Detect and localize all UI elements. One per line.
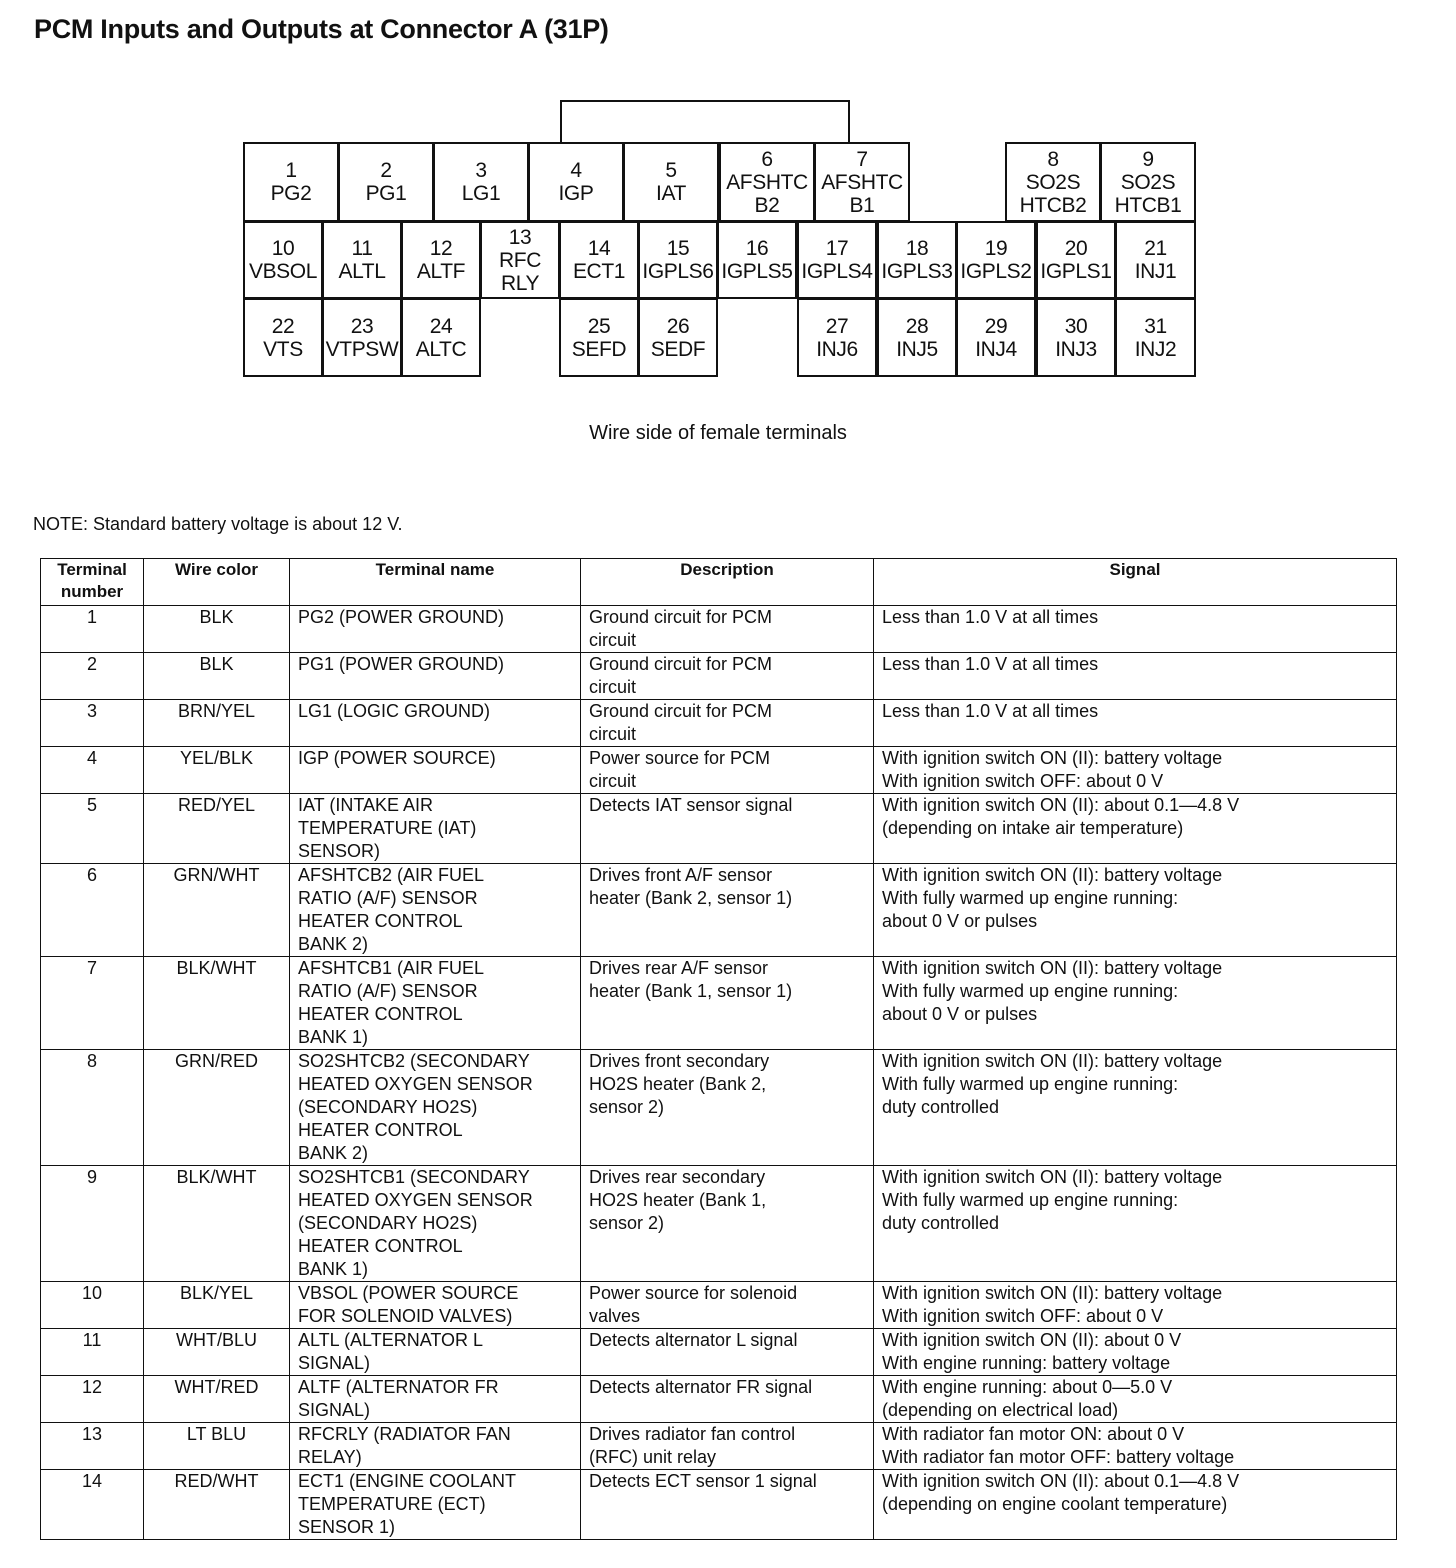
table-row (41, 1050, 1397, 1166)
cell-description: Power source for solenoid valves (581, 1282, 874, 1329)
terminal-label: IGPLS3 (881, 260, 953, 283)
terminal-number: 16 (745, 237, 769, 260)
terminal-2 (338, 142, 434, 222)
cell-terminal: 6 (41, 864, 144, 957)
terminal-label: INJ3 (1055, 337, 1097, 361)
header-terminal-number: Terminal number (41, 559, 144, 606)
cell-terminal: 11 (41, 1329, 144, 1376)
terminal-number: 8 (1047, 147, 1059, 171)
cell-signal: With ignition switch ON (II): battery voltage With fully warmed up engine running: duty controlled (874, 1050, 1397, 1166)
cell-signal: With ignition switch ON (II): battery voltage With ignition switch OFF: about 0 V (874, 747, 1397, 794)
terminal-number: 17 (825, 237, 849, 260)
terminal-label: AFSHTC B2 (726, 170, 808, 217)
cell-terminal: 9 (41, 1166, 144, 1282)
cell-color: GRN/RED (144, 1050, 290, 1166)
table-row (41, 606, 1397, 653)
terminal-label: INJ1 (1134, 260, 1177, 283)
terminal-13 (480, 221, 560, 299)
cell-terminal: 12 (41, 1376, 144, 1423)
terminal-number: 31 (1144, 314, 1167, 338)
table-row (41, 864, 1397, 957)
cell-description: Detects alternator FR signal (581, 1376, 874, 1423)
terminal-label: AFSHTC B1 (821, 170, 903, 217)
cell-color: LT BLU (144, 1423, 290, 1470)
terminal-29 (956, 298, 1036, 377)
terminal-number: 19 (984, 237, 1008, 260)
cell-terminal: 13 (41, 1423, 144, 1470)
terminal-number: 10 (271, 237, 295, 260)
terminal-label: SO2S HTCB1 (1114, 170, 1182, 217)
terminal-number: 23 (350, 314, 374, 338)
terminal-table (40, 558, 1397, 1540)
connector-lock-tab (560, 100, 850, 144)
header-description: Description (581, 559, 874, 606)
terminal-label: INJ5 (896, 337, 938, 361)
terminal-20 (1036, 221, 1116, 299)
cell-terminal: 1 (41, 606, 144, 653)
terminal-number: 3 (475, 159, 487, 182)
terminal-label: VBSOL (248, 260, 318, 283)
terminal-17 (797, 221, 877, 299)
terminal-number: 11 (351, 237, 373, 260)
terminal-number: 1 (285, 159, 297, 182)
cell-color: BRN/YEL (144, 700, 290, 747)
cell-name: ECT1 (ENGINE COOLANT TEMPERATURE (ECT) SENSOR 1) (290, 1470, 581, 1540)
table-row (41, 1376, 1397, 1423)
terminal-number: 15 (666, 237, 690, 260)
terminal-label: SO2S HTCB2 (1019, 170, 1087, 217)
table-row (41, 653, 1397, 700)
terminal-label: PG2 (270, 182, 312, 205)
terminal-number: 25 (587, 314, 611, 338)
terminal-number: 30 (1064, 314, 1088, 338)
terminal-10 (243, 221, 323, 299)
terminal-25 (559, 298, 639, 377)
terminal-label: ECT1 (572, 260, 626, 283)
page-title: PCM Inputs and Outputs at Connector A (31P) (34, 14, 609, 44)
cell-color: BLK (144, 653, 290, 700)
terminal-number: 18 (905, 237, 929, 260)
cell-description: Drives front A/F sensor heater (Bank 2, sensor 1) (581, 864, 874, 957)
terminal-22 (243, 298, 323, 377)
terminal-label: IGPLS4 (801, 260, 873, 283)
cell-terminal: 7 (41, 957, 144, 1050)
header-terminal-name: Terminal name (290, 559, 581, 606)
cell-terminal: 3 (41, 700, 144, 747)
terminal-label: ALTC (415, 337, 467, 361)
terminal-8 (1005, 142, 1101, 222)
cell-signal: Less than 1.0 V at all times (874, 653, 1397, 700)
terminal-30 (1036, 298, 1116, 377)
terminal-number: 20 (1064, 237, 1088, 260)
terminal-4 (528, 142, 624, 222)
terminal-number: 14 (587, 237, 611, 260)
terminal-number: 28 (905, 314, 929, 338)
cell-description: Drives rear A/F sensor heater (Bank 1, sensor 1) (581, 957, 874, 1050)
terminal-number: 9 (1142, 147, 1154, 171)
table-row (41, 747, 1397, 794)
table-row (41, 1166, 1397, 1282)
table-row (41, 1329, 1397, 1376)
terminal-label: IAT (656, 182, 686, 205)
cell-description: Detects IAT sensor signal (581, 794, 874, 864)
terminal-label: IGPLS2 (960, 260, 1032, 283)
table-body (41, 606, 1397, 1540)
terminal-27 (797, 298, 877, 377)
terminal-23 (322, 298, 402, 377)
cell-color: BLK/WHT (144, 1166, 290, 1282)
terminal-number: 22 (271, 314, 295, 338)
cell-name: VBSOL (POWER SOURCE FOR SOLENOID VALVES) (290, 1282, 581, 1329)
connector-diagram (0, 0, 1456, 400)
terminal-number: 5 (665, 159, 677, 182)
terminal-12 (401, 221, 481, 299)
connector-caption: Wire side of female terminals (589, 422, 847, 444)
cell-signal: With ignition switch ON (II): about 0 V With engine running: battery voltage (874, 1329, 1397, 1376)
cell-name: LG1 (LOGIC GROUND) (290, 700, 581, 747)
terminal-31 (1115, 298, 1196, 377)
terminal-label: VTPSW (325, 337, 399, 361)
terminal-21 (1115, 221, 1196, 299)
terminal-label: VTS (263, 337, 303, 361)
cell-color: RED/YEL (144, 794, 290, 864)
terminal-14 (559, 221, 639, 299)
cell-name: RFCRLY (RADIATOR FAN RELAY) (290, 1423, 581, 1470)
terminal-label: INJ2 (1134, 337, 1177, 361)
cell-color: WHT/RED (144, 1376, 290, 1423)
terminal-number: 29 (984, 314, 1008, 338)
terminal-9 (1100, 142, 1196, 222)
terminal-5 (623, 142, 719, 222)
battery-voltage-note: NOTE: Standard battery voltage is about 12 V. (33, 514, 403, 534)
terminal-1 (243, 142, 339, 222)
terminal-number: 7 (856, 147, 868, 171)
cell-color: BLK/YEL (144, 1282, 290, 1329)
cell-description: Ground circuit for PCM circuit (581, 606, 874, 653)
terminal-label: SEFD (571, 337, 627, 361)
cell-name: AFSHTCB1 (AIR FUEL RATIO (A/F) SENSOR HEATER CONTROL BANK 1) (290, 957, 581, 1050)
cell-signal: With engine running: about 0—5.0 V (depending on electrical load) (874, 1376, 1397, 1423)
cell-color: WHT/BLU (144, 1329, 290, 1376)
cell-terminal: 2 (41, 653, 144, 700)
cell-color: GRN/WHT (144, 864, 290, 957)
terminal-label: IGPLS6 (642, 260, 714, 283)
terminal-label: IGP (558, 182, 594, 205)
cell-name: IGP (POWER SOURCE) (290, 747, 581, 794)
cell-signal: With ignition switch ON (II): about 0.1—4.8 V (depending on engine coolant temperature) (874, 1470, 1397, 1540)
table-row (41, 794, 1397, 864)
terminal-6 (719, 142, 815, 222)
terminal-11 (322, 221, 402, 299)
cell-description: Detects ECT sensor 1 signal (581, 1470, 874, 1540)
terminal-label: ALTF (416, 260, 466, 283)
terminal-label: IGPLS5 (721, 260, 793, 283)
table-row (41, 1423, 1397, 1470)
terminal-18 (877, 221, 957, 299)
cell-terminal: 4 (41, 747, 144, 794)
cell-color: BLK/WHT (144, 957, 290, 1050)
cell-signal: With ignition switch ON (II): about 0.1—4.8 V (depending on intake air temperature) (874, 794, 1397, 864)
terminal-7 (814, 142, 910, 222)
table-row (41, 700, 1397, 747)
cell-terminal: 10 (41, 1282, 144, 1329)
table-row (41, 1282, 1397, 1329)
terminal-26 (638, 298, 718, 377)
cell-name: ALTL (ALTERNATOR L SIGNAL) (290, 1329, 581, 1376)
table-row (41, 957, 1397, 1050)
cell-terminal: 8 (41, 1050, 144, 1166)
cell-signal: With ignition switch ON (II): battery voltage With fully warmed up engine running: about 0 V or pulses (874, 957, 1397, 1050)
cell-description: Drives radiator fan control (RFC) unit relay (581, 1423, 874, 1470)
cell-name: PG2 (POWER GROUND) (290, 606, 581, 653)
terminal-label: INJ4 (975, 337, 1017, 361)
cell-signal: With ignition switch ON (II): battery voltage With fully warmed up engine running: about 0 V or pulses (874, 864, 1397, 957)
cell-signal: With radiator fan motor ON: about 0 V With radiator fan motor OFF: battery voltage (874, 1423, 1397, 1470)
cell-terminal: 14 (41, 1470, 144, 1540)
cell-signal: With ignition switch ON (II): battery voltage With fully warmed up engine running: duty controlled (874, 1166, 1397, 1282)
cell-terminal: 5 (41, 794, 144, 864)
cell-name: PG1 (POWER GROUND) (290, 653, 581, 700)
terminal-28 (877, 298, 957, 377)
cell-name: SO2SHTCB2 (SECONDARY HEATED OXYGEN SENSOR (SECONDARY HO2S) HEATER CONTROL BANK 2) (290, 1050, 581, 1166)
terminal-label: PG1 (365, 182, 407, 205)
cell-name: SO2SHTCB1 (SECONDARY HEATED OXYGEN SENSOR (SECONDARY HO2S) HEATER CONTROL BANK 1) (290, 1166, 581, 1282)
header-wire-color: Wire color (144, 559, 290, 606)
terminal-number: 21 (1144, 237, 1167, 260)
cell-signal: Less than 1.0 V at all times (874, 606, 1397, 653)
terminal-label: SEDF (650, 337, 706, 361)
cell-description: Power source for PCM circuit (581, 747, 874, 794)
terminal-number: 24 (429, 314, 453, 338)
cell-description: Drives rear secondary HO2S heater (Bank 1, sensor 2) (581, 1166, 874, 1282)
terminal-19 (956, 221, 1036, 299)
cell-color: RED/WHT (144, 1470, 290, 1540)
table-row (41, 1470, 1397, 1540)
terminal-16 (717, 221, 797, 299)
cell-signal: With ignition switch ON (II): battery voltage With ignition switch OFF: about 0 V (874, 1282, 1397, 1329)
terminal-15 (638, 221, 718, 299)
terminal-number: 6 (761, 147, 773, 171)
cell-description: Ground circuit for PCM circuit (581, 653, 874, 700)
header-signal: Signal (874, 559, 1397, 606)
cell-description: Ground circuit for PCM circuit (581, 700, 874, 747)
table-header-row (41, 559, 1397, 606)
cell-color: YEL/BLK (144, 747, 290, 794)
cell-description: Drives front secondary HO2S heater (Bank 2, sensor 2) (581, 1050, 874, 1166)
terminal-number: 12 (429, 237, 453, 260)
cell-name: AFSHTCB2 (AIR FUEL RATIO (A/F) SENSOR HEATER CONTROL BANK 2) (290, 864, 581, 957)
terminal-number: 4 (570, 159, 582, 182)
terminal-number: 2 (380, 159, 392, 182)
terminal-label: IGPLS1 (1040, 260, 1112, 283)
cell-color: BLK (144, 606, 290, 653)
terminal-label: ALTL (338, 260, 386, 283)
cell-name: IAT (INTAKE AIR TEMPERATURE (IAT) SENSOR) (290, 794, 581, 864)
cell-description: Detects alternator L signal (581, 1329, 874, 1376)
terminal-24 (401, 298, 481, 377)
terminal-label: RFC RLY (499, 248, 541, 295)
terminal-3 (433, 142, 529, 222)
terminal-number: 13 (508, 225, 532, 249)
terminal-label: INJ6 (816, 337, 858, 361)
terminal-number: 26 (666, 314, 690, 338)
cell-name: ALTF (ALTERNATOR FR SIGNAL) (290, 1376, 581, 1423)
cell-signal: Less than 1.0 V at all times (874, 700, 1397, 747)
terminal-number: 27 (825, 314, 849, 338)
terminal-label: LG1 (461, 182, 501, 205)
